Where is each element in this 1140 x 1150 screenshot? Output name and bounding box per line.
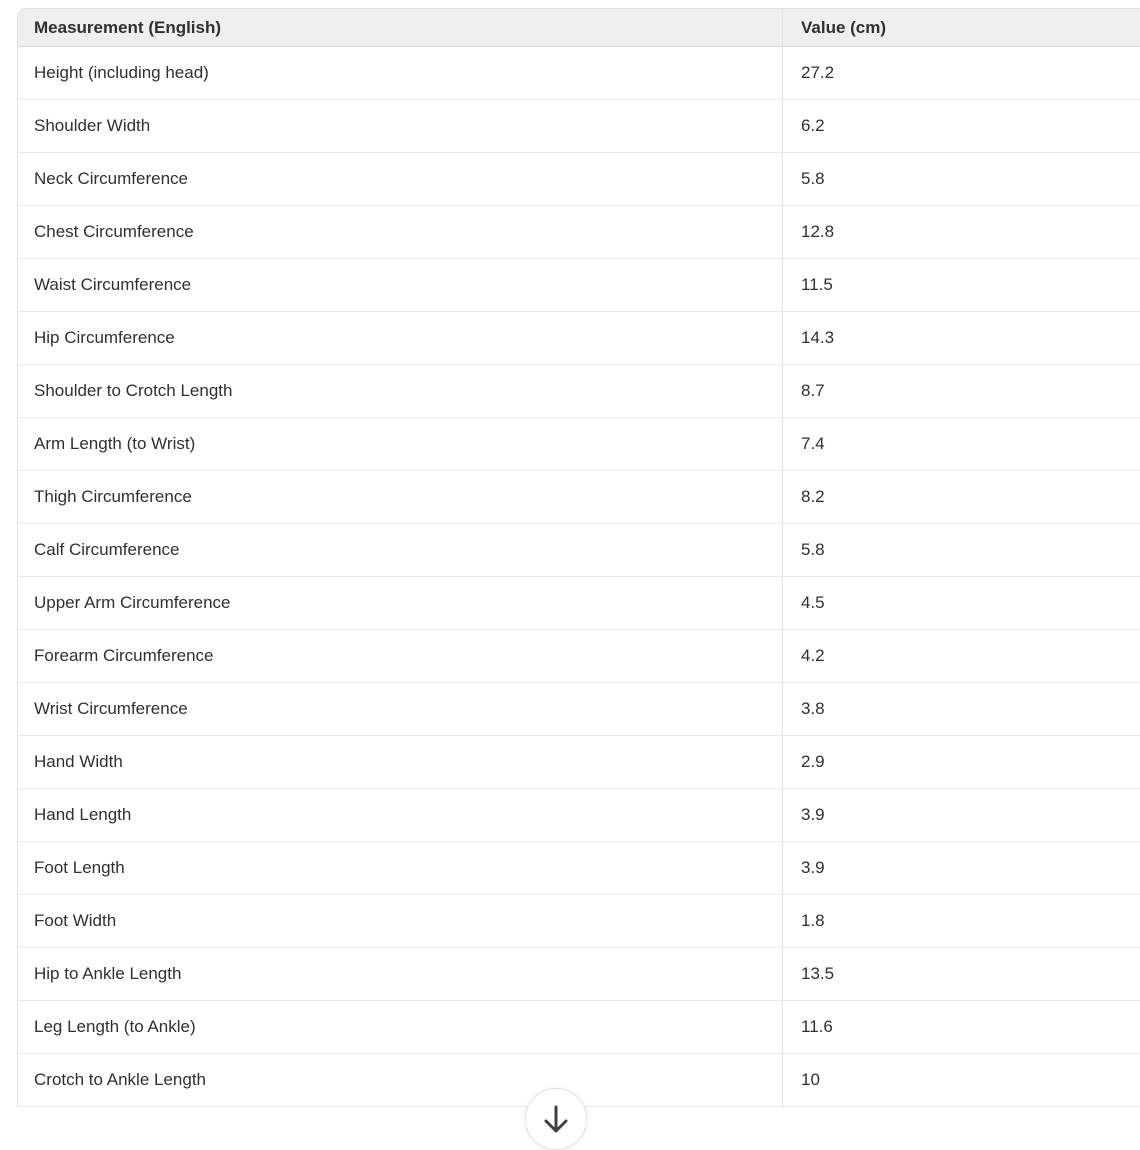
measurement-cell: Height (including head)	[17, 47, 782, 100]
table-row	[17, 471, 1140, 524]
value-cell: 27.2	[782, 47, 1140, 100]
measurement-cell: Forearm Circumference	[17, 630, 782, 683]
measurement-cell: Shoulder to Crotch Length	[17, 365, 782, 418]
value-cell: 8.7	[782, 365, 1140, 418]
measurement-cell: Hip to Ankle Length	[17, 948, 782, 1001]
table-row	[17, 312, 1140, 365]
column-header-value: Value (cm)	[782, 8, 1140, 47]
measurement-cell: Wrist Circumference	[17, 683, 782, 736]
value-cell: 3.9	[782, 842, 1140, 895]
measurement-cell: Thigh Circumference	[17, 471, 782, 524]
measurement-cell: Upper Arm Circumference	[17, 577, 782, 630]
value-cell: 11.6	[782, 1001, 1140, 1054]
value-cell: 6.2	[782, 100, 1140, 153]
table-row	[17, 418, 1140, 471]
value-cell: 14.3	[782, 312, 1140, 365]
measurement-cell: Hip Circumference	[17, 312, 782, 365]
value-cell: 5.8	[782, 153, 1140, 206]
table-row	[17, 683, 1140, 736]
table-row	[17, 100, 1140, 153]
measurement-cell: Leg Length (to Ankle)	[17, 1001, 782, 1054]
measurements-table-grid	[17, 8, 1140, 1107]
value-cell: 1.8	[782, 895, 1140, 948]
value-cell: 4.5	[782, 577, 1140, 630]
value-cell: 12.8	[782, 206, 1140, 259]
table-row	[17, 577, 1140, 630]
value-cell: 8.2	[782, 471, 1140, 524]
table-row	[17, 842, 1140, 895]
measurement-cell: Neck Circumference	[17, 153, 782, 206]
measurement-cell: Foot Length	[17, 842, 782, 895]
measurement-cell: Arm Length (to Wrist)	[17, 418, 782, 471]
table-header-row	[17, 8, 1140, 47]
value-cell: 4.2	[782, 630, 1140, 683]
table-row	[17, 524, 1140, 577]
value-cell: 7.4	[782, 418, 1140, 471]
value-cell: 13.5	[782, 948, 1140, 1001]
measurements-table	[17, 8, 1140, 1107]
measurement-cell: Foot Width	[17, 895, 782, 948]
table-row	[17, 895, 1140, 948]
measurement-cell: Hand Width	[17, 736, 782, 789]
table-row	[17, 789, 1140, 842]
table-row	[17, 47, 1140, 100]
column-header-measurement: Measurement (English)	[17, 8, 782, 47]
table-row	[17, 948, 1140, 1001]
measurement-cell: Hand Length	[17, 789, 782, 842]
measurement-cell: Calf Circumference	[17, 524, 782, 577]
measurement-cell: Crotch to Ankle Length	[17, 1054, 782, 1107]
value-cell: 3.8	[782, 683, 1140, 736]
table-row	[17, 1001, 1140, 1054]
table-row	[17, 206, 1140, 259]
value-cell: 11.5	[782, 259, 1140, 312]
arrow-down-icon	[541, 1101, 571, 1137]
value-cell: 5.8	[782, 524, 1140, 577]
table-row	[17, 365, 1140, 418]
measurement-cell: Chest Circumference	[17, 206, 782, 259]
table-row	[17, 259, 1140, 312]
value-cell: 10	[782, 1054, 1140, 1107]
table-row	[17, 153, 1140, 206]
table-row	[17, 736, 1140, 789]
value-cell: 2.9	[782, 736, 1140, 789]
value-cell: 3.9	[782, 789, 1140, 842]
measurement-cell: Waist Circumference	[17, 259, 782, 312]
scroll-to-bottom-button[interactable]	[525, 1088, 587, 1150]
measurement-cell: Shoulder Width	[17, 100, 782, 153]
table-row	[17, 630, 1140, 683]
